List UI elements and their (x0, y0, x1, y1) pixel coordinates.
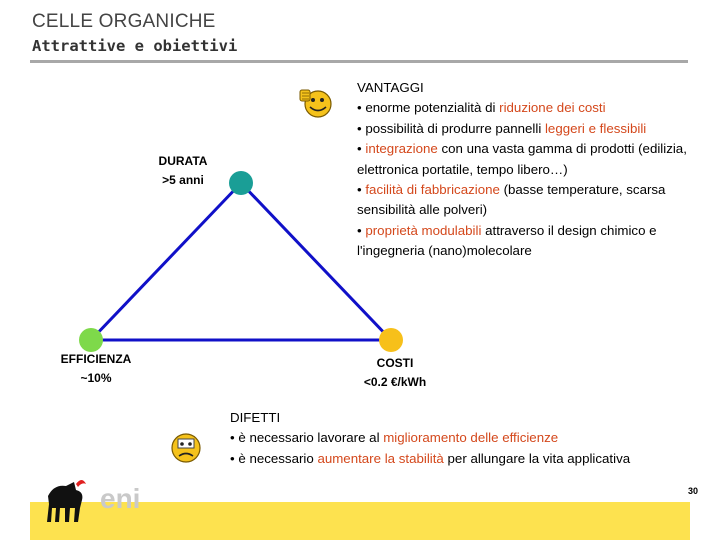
item-text: • è necessario lavorare al (230, 430, 384, 446)
six-legged-dog-icon (47, 480, 86, 522)
vantaggi-item (357, 221, 717, 262)
logo-text: eni (100, 483, 141, 514)
item-text: • è necessario (230, 450, 318, 466)
vantaggi-item (357, 119, 717, 139)
thumbs-up-smiley-icon (298, 86, 338, 120)
durata-value: >5 anni (162, 173, 204, 187)
vantaggi-block (357, 78, 717, 262)
item-highlight: leggeri e flessibili (544, 120, 647, 136)
item-highlight: miglioramento delle efficienze (383, 430, 559, 446)
durata-label (148, 152, 218, 190)
slide-title: CELLE ORGANICHE (32, 11, 216, 32)
item-text: per allungare la vita applicativa (443, 450, 631, 466)
eni-logo (40, 478, 150, 526)
costi-node (379, 328, 403, 352)
efficienza-node (79, 328, 103, 352)
durata-node (229, 171, 253, 195)
item-text: • (357, 222, 366, 238)
item-highlight: riduzione dei costi (499, 100, 606, 116)
efficienza-title: EFFICIENZA (60, 352, 132, 366)
costi-value: <0.2 €/kWh (363, 375, 427, 389)
sad-smiley-icon (168, 430, 204, 466)
vantaggi-heading: VANTAGGI (357, 80, 424, 95)
vantaggi-item (357, 98, 717, 118)
efficienza-value: ~10% (80, 371, 112, 385)
difetti-item (230, 428, 720, 448)
item-text: • possibilità di produrre pannelli (357, 120, 545, 136)
vantaggi-item (357, 180, 717, 221)
triangle-edges (91, 183, 391, 340)
item-text: • (357, 141, 366, 157)
item-highlight: proprietà modulabili (365, 222, 482, 238)
costi-title: COSTI (376, 356, 414, 370)
vantaggi-item (357, 139, 717, 180)
item-text: (basse temperature, scarsa sensibilità alle polveri) (357, 182, 666, 218)
slide-subtitle: Attrattive e obiettivi (32, 37, 238, 55)
difetti-item (230, 449, 720, 469)
difetti-heading: DIFETTI (230, 410, 281, 425)
item-text: con una vasta gamma di prodotti (edilizia, elettronica portatile, tempo libero…) (357, 141, 687, 177)
item-text: • enorme potenzialità di (357, 100, 500, 116)
durata-title: DURATA (158, 154, 208, 168)
difetti-block (230, 408, 720, 469)
item-highlight: integrazione (365, 141, 438, 157)
item-text: • (357, 182, 366, 198)
item-highlight: aumentare la stabilità (317, 450, 444, 466)
item-text: attraverso il design chimico e l'ingegneria (nano)molecolare (357, 222, 657, 259)
page-number: 30 (687, 486, 698, 496)
efficienza-label (46, 350, 146, 388)
item-highlight: facilità di fabbricazione (365, 182, 500, 198)
costi-label (345, 354, 445, 392)
edge-durata-efficienza (91, 183, 241, 340)
